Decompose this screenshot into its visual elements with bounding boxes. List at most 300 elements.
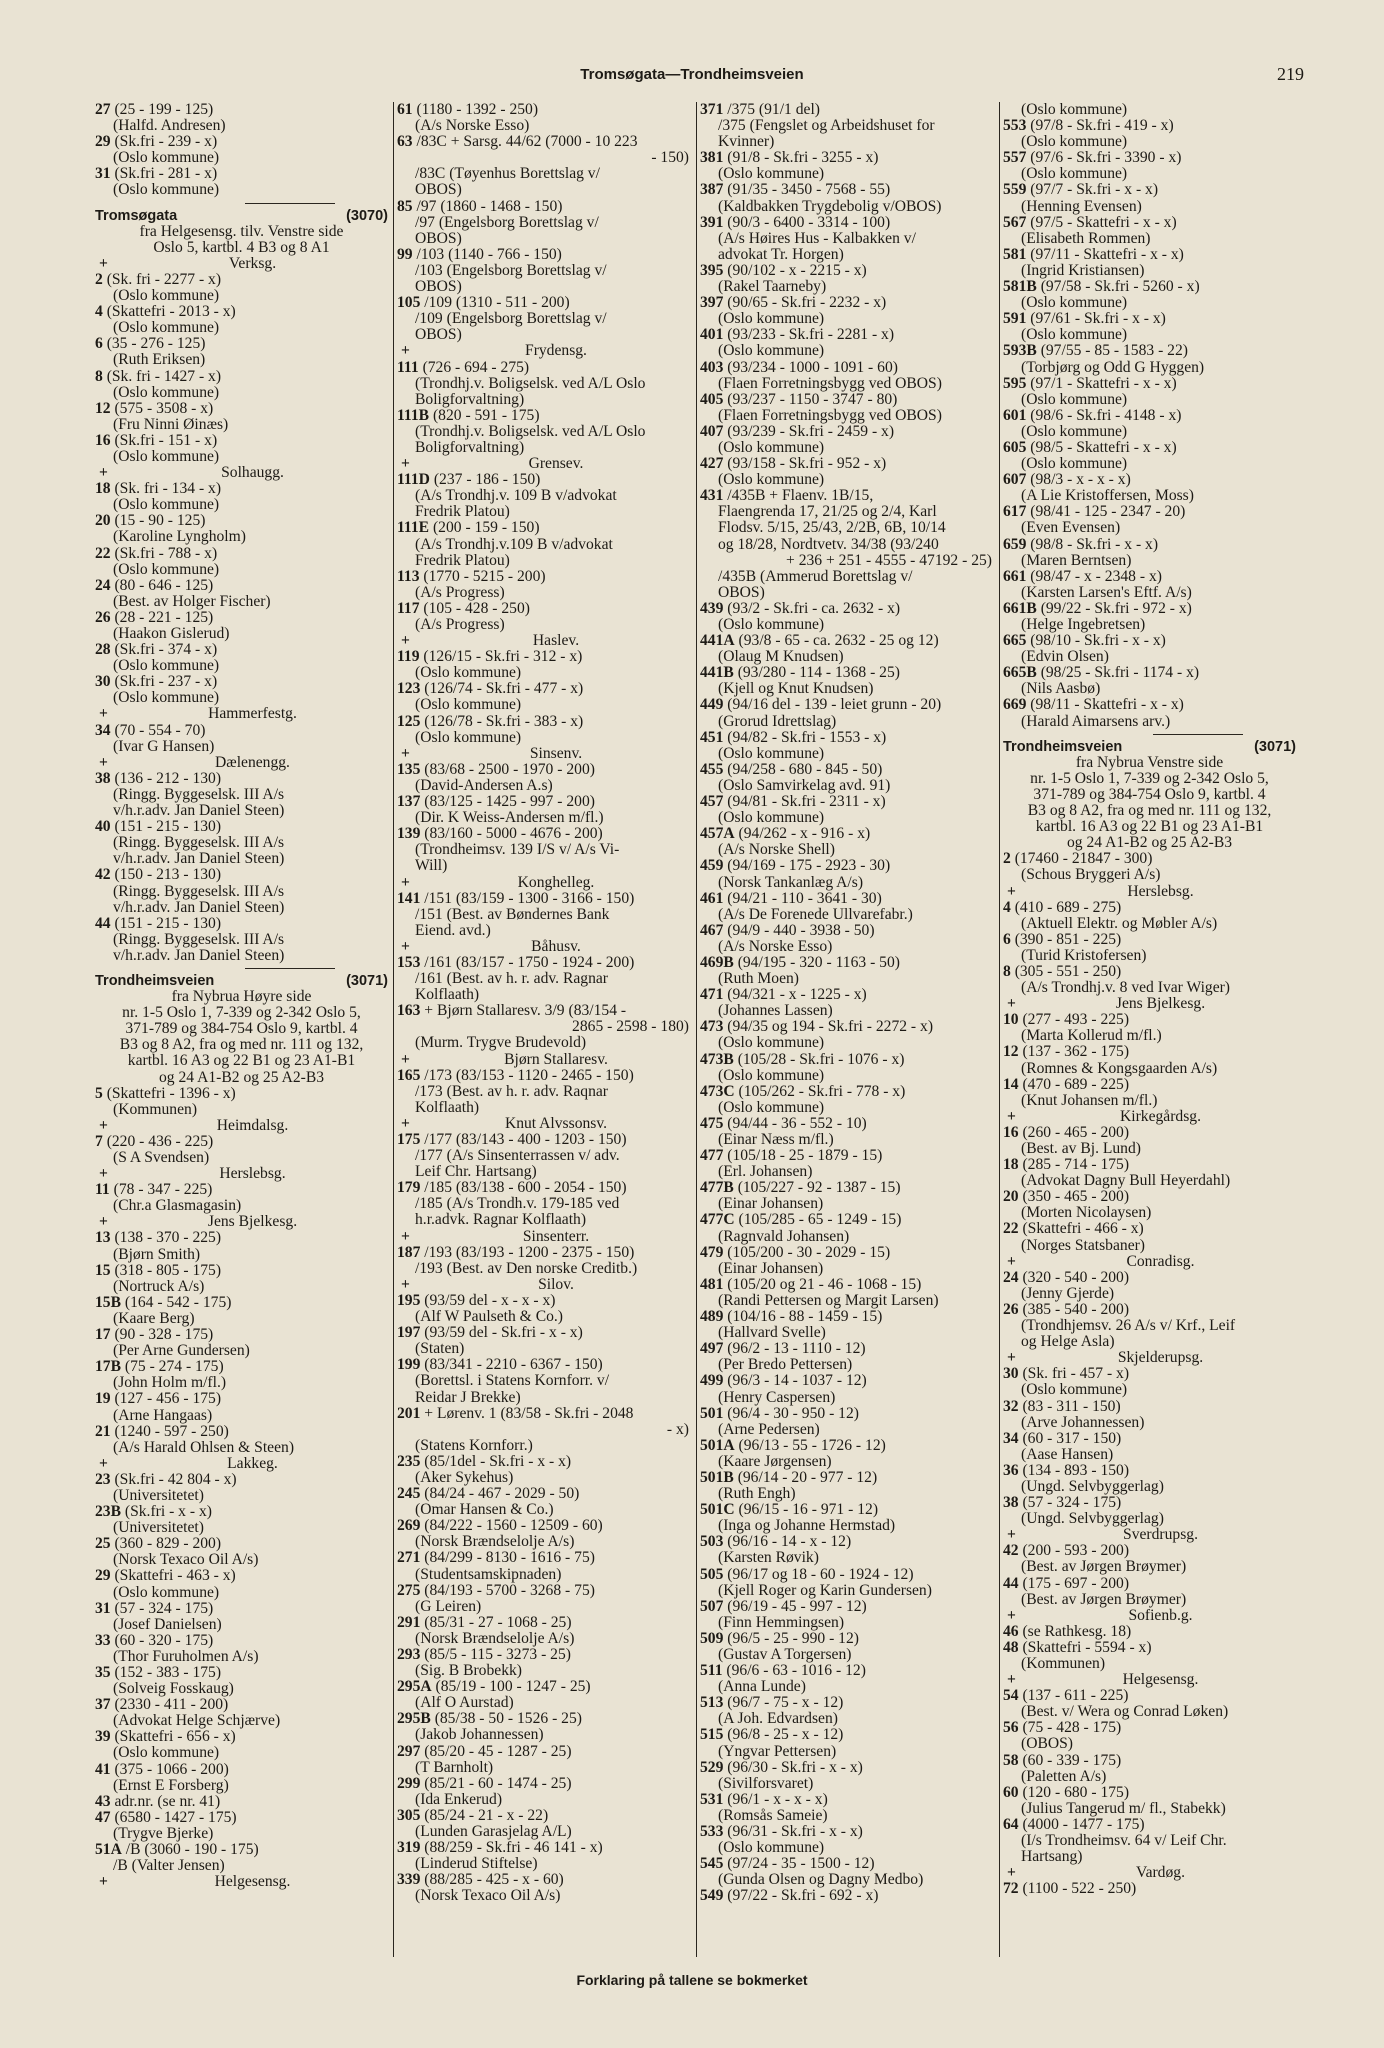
cross-street-icon: +: [401, 937, 410, 955]
house-number: 111D: [397, 471, 430, 489]
house-number: 117: [397, 599, 420, 617]
property-entry: [1003, 537, 1296, 553]
house-number: 497: [700, 1340, 724, 1358]
cross-street-name: Hammerfestg.: [208, 705, 297, 723]
street-heading: [95, 973, 388, 989]
property-entry: [1003, 376, 1296, 392]
property-values: (200 - 159 - 150): [429, 519, 540, 537]
cross-street-name: Sofienb.g.: [1128, 1606, 1193, 1624]
house-number: 61: [397, 102, 413, 118]
house-number: 549: [700, 1887, 724, 1905]
property-entry: [1003, 311, 1296, 327]
house-number: 195: [397, 1291, 421, 1309]
property-values: (94/82 - Sk.fri - 1553 - x): [723, 728, 887, 746]
property-entry: [95, 1230, 388, 1246]
owner-line: /109 (Engelsborg Borettslag v/: [415, 310, 607, 328]
property-entry: [95, 1424, 388, 1440]
cross-street-icon: +: [99, 753, 108, 771]
cross-street-name: Sverdrupsg.: [1123, 1526, 1198, 1544]
owner-line: (Chr.a Glasmagasin): [113, 1197, 242, 1215]
cross-street-name: Haslev.: [532, 632, 580, 650]
house-number: 17: [95, 1326, 111, 1344]
street-name: Trondheimsveien: [1003, 738, 1123, 755]
owner-line: (Norsk Texaco Oil A/s): [113, 1551, 259, 1569]
property-values: (305 - 551 - 250): [1010, 962, 1122, 980]
property-entry: [1003, 1189, 1296, 1205]
cross-street: [397, 875, 693, 891]
street-code: (3071): [346, 972, 388, 989]
property-values: (94/169 - 175 - 2923 - 30): [723, 857, 891, 875]
owner-line: (Maren Berntsen): [1021, 551, 1132, 569]
house-number: 105: [397, 294, 421, 312]
owner-line: (Karsten Larsen's Eftf. A/s): [1021, 583, 1192, 601]
house-number: 595: [1003, 374, 1027, 392]
property-values: (90/102 - x - 2215 - x): [723, 261, 867, 279]
owner-line: (Grorud Idrettslag): [718, 712, 837, 730]
house-number: 471: [700, 986, 724, 1004]
owner-line: (Ingrid Kristiansen): [1021, 261, 1145, 279]
owner-line: /193 (Best. av Den norske Creditb.): [415, 1259, 638, 1277]
owner-line: (Torbjørg og Odd G Hyggen): [1021, 358, 1205, 376]
owner-line: (Inga og Johanne Hermstad): [718, 1517, 896, 1535]
house-number: 85: [397, 197, 413, 215]
owner-line: (S A Svendsen): [113, 1149, 210, 1166]
property-values: (57 - 324 - 175): [1018, 1494, 1122, 1512]
cross-street: [1003, 1350, 1296, 1366]
property-values: (96/1 - x - x - x): [723, 1790, 828, 1808]
owner-line: (Oslo kommune): [415, 728, 522, 746]
property-values: (98/5 - Skattefri - x - x): [1026, 438, 1177, 456]
owner-line: (Oslo kommune): [718, 1034, 825, 1052]
owner-line: (Advokat Dagny Bull Heyerdahl): [1021, 1172, 1231, 1190]
cross-street: [397, 343, 693, 359]
owner-line: (Oslo kommune): [1021, 294, 1128, 312]
property-entry: [397, 1357, 693, 1373]
property-entry: [95, 1729, 388, 1745]
property-values: (96/3 - 14 - 1037 - 12): [723, 1372, 867, 1390]
owner-line: (Ungd. Selvbyggerlag): [1021, 1510, 1164, 1528]
property-values: (93/233 - Sk.fri - 2281 - x): [723, 326, 895, 344]
house-number: 16: [1003, 1123, 1019, 1141]
street-description: kartbl. 16 A3 og 22 B1 og 23 A1-B1: [1035, 818, 1264, 836]
property-values: (Skattefri - 656 - x): [110, 1728, 236, 1746]
property-values: (94/195 - 320 - 1163 - 50): [733, 953, 900, 971]
property-entry: [397, 1518, 693, 1534]
property-entry: [95, 1359, 388, 1375]
property-values: (93/158 - Sk.fri - 952 - x): [723, 455, 887, 473]
house-number: 26: [1003, 1300, 1019, 1318]
property-values: (575 - 3508 - x): [110, 399, 214, 417]
house-number: 441B: [700, 664, 734, 682]
property-entry: [1003, 964, 1296, 980]
property-values: (1180 - 1392 - 250): [412, 102, 539, 118]
property-values: (375 - 1066 - 200): [110, 1760, 229, 1778]
property-values: (96/14 - 20 - 977 - 12): [733, 1468, 878, 1486]
owner-line: (Borettsl. i Statens Kornforr. v/: [415, 1372, 610, 1390]
house-number: 23: [95, 1470, 111, 1488]
house-number: 659: [1003, 535, 1027, 553]
cross-street-icon: +: [99, 254, 108, 272]
cross-street-icon: +: [1007, 1671, 1016, 1689]
house-number: 99: [397, 245, 413, 263]
house-number: 163: [397, 1002, 421, 1020]
property-values: (Sk. fri - 1427 - x): [102, 367, 222, 385]
property-values: (93/239 - Sk.fri - 2459 - x): [723, 422, 895, 440]
street-description: B3 og 8 A2, fra og med nr. 111 og 132,: [1027, 802, 1272, 820]
cross-street-name: Kirkegårdsg.: [1120, 1107, 1201, 1125]
property-entry: [700, 987, 996, 1003]
directory-columns: [95, 102, 1295, 1957]
owner-line: (Romnes & Kongsgaarden A/s): [1021, 1059, 1218, 1077]
owner-line: (Fru Ninni Øinæs): [113, 415, 229, 433]
house-number: 475: [700, 1114, 724, 1132]
owner-line: (Romsås Sameie): [718, 1806, 828, 1824]
property-values: /103 (1140 - 766 - 150): [412, 245, 562, 263]
property-values: /193 (83/193 - 1200 - 2375 - 150): [420, 1243, 635, 1261]
property-values: /375 (91/1 del): [723, 102, 820, 118]
property-entry: [700, 1792, 996, 1808]
owner-line: (Olaug M Knudsen): [718, 648, 844, 666]
property-values: (136 - 212 - 130): [110, 769, 222, 787]
cross-street-name: Lakkeg.: [227, 1454, 278, 1472]
owner-line: OBOS): [415, 229, 462, 247]
property-values: (97/5 - Skattefri - x - x): [1026, 213, 1177, 231]
property-values: (96/2 - 13 - 1110 - 12): [723, 1340, 866, 1358]
house-number: 175: [397, 1131, 421, 1148]
property-values: (98/41 - 125 - 2347 - 20): [1026, 503, 1186, 521]
owner-line: /B (Valter Jensen): [113, 1857, 225, 1875]
owner-line: (Solveig Fosskaug): [113, 1680, 234, 1698]
owner-line: (Per Bredo Pettersen): [718, 1356, 853, 1374]
owner-line: (Oslo kommune): [1021, 390, 1128, 408]
property-entry: [700, 1180, 996, 1196]
property-entry: [397, 1245, 693, 1261]
house-number: 477B: [700, 1179, 734, 1197]
cross-street-icon: +: [401, 744, 410, 762]
owner-line: (Best. av Jørgen Brøymer): [1021, 1558, 1187, 1576]
property-values: (726 - 694 - 275): [418, 358, 530, 376]
cross-street-name: Solhaugg.: [221, 464, 284, 482]
house-number: 509: [700, 1629, 724, 1647]
property-entry: [95, 610, 388, 626]
house-number: 31: [95, 1599, 111, 1617]
cross-street-icon: +: [401, 873, 410, 891]
house-number: 10: [1003, 1011, 1019, 1029]
owner-line: (Oslo kommune): [415, 664, 522, 682]
house-number: 111E: [397, 519, 430, 537]
house-number: 125: [397, 712, 421, 730]
section-divider: [245, 203, 335, 204]
owner-line: Boligforvaltning): [415, 438, 525, 456]
property-values: (91/8 - Sk.fri - 3255 - x): [723, 149, 879, 167]
house-number: 371: [700, 102, 724, 118]
owner-line: Kolflaath): [415, 1098, 480, 1116]
property-values: (94/9 - 440 - 3938 - 50): [723, 921, 875, 939]
owner-line: v/h.r.adv. Jan Daniel Steen): [113, 802, 285, 820]
owner-line: (Henning Evensen): [1021, 197, 1142, 215]
cross-street-icon: +: [99, 705, 108, 723]
property-entry: [700, 858, 996, 874]
house-number: 43: [95, 1792, 111, 1810]
owner-line: (A/s Norske Esso): [718, 937, 833, 955]
cross-street: [1003, 1865, 1296, 1881]
property-values: (96/17 og 18 - 60 - 1924 - 12): [723, 1565, 914, 1583]
owner-line: (Arne Pedersen): [718, 1420, 820, 1438]
property-entry: [700, 1277, 996, 1293]
property-entry: [397, 472, 693, 488]
cross-street-icon: +: [1007, 1526, 1016, 1544]
house-number: 17B: [95, 1358, 121, 1376]
property-entry: [397, 955, 693, 971]
owner-line: (T Barnholt): [415, 1758, 494, 1776]
owner-line: /103 (Engelsborg Borettslag v/: [415, 261, 607, 279]
property-entry: [1003, 1077, 1296, 1093]
cross-street-name: Vardøg.: [1136, 1864, 1185, 1882]
owner-line: (Norsk Texaco Oil A/s): [415, 1887, 561, 1905]
owner-line: (Henry Caspersen): [718, 1388, 836, 1406]
owner-line: (Ragnvald Johansen): [718, 1227, 850, 1245]
house-number: 529: [700, 1758, 724, 1776]
property-entry: [95, 1391, 388, 1407]
property-entry: [397, 408, 693, 424]
property-values: (Skattefri - 1396 - x): [102, 1084, 236, 1102]
owner-line: (Sivilforsvaret): [718, 1774, 814, 1792]
property-entry: [1003, 1399, 1296, 1415]
owner-line: (Randi Pettersen og Margit Larsen): [718, 1291, 939, 1309]
owner-line: (Oslo kommune): [718, 744, 825, 762]
property-entry: [397, 891, 693, 907]
cross-street: [95, 1214, 388, 1230]
property-values: (97/55 - 85 - 1583 - 22): [1036, 342, 1188, 360]
house-number: 6: [1003, 930, 1011, 948]
property-entry: [95, 1263, 388, 1279]
house-number: 501C: [700, 1501, 735, 1519]
house-number: 299: [397, 1774, 421, 1792]
property-values: (164 - 542 - 175): [121, 1293, 232, 1311]
property-values: (35 - 276 - 125): [102, 335, 206, 353]
property-values: /185 (83/138 - 600 - 2054 - 150): [420, 1179, 627, 1197]
owner-line: (Ida Enkerud): [415, 1790, 503, 1808]
owner-line: (Oslo kommune): [1021, 455, 1128, 473]
cross-street-icon: +: [99, 1165, 108, 1183]
owner-line: (A/s Trondhj.v. 8 ved Ivar Wiger): [1021, 979, 1230, 997]
property-values: (Sk. fri - 457 - x): [1018, 1365, 1130, 1383]
owner-line: (Trondhj.v. Boligselsk. ved A/L Oslo: [415, 422, 646, 440]
street-code: (3070): [346, 207, 388, 224]
owner-line: (Ringg. Byggeselsk. III A/s: [113, 834, 285, 852]
cross-street-name: Helgesensg.: [214, 1873, 291, 1891]
cross-street: [1003, 1672, 1296, 1688]
house-number: 41: [95, 1760, 111, 1778]
cross-street-name: Frydensg.: [525, 342, 587, 360]
house-number: 30: [1003, 1365, 1019, 1383]
property-values: (98/6 - Sk.fri - 4148 - x): [1026, 406, 1182, 424]
property-entry: [95, 102, 388, 118]
property-entry: [95, 1601, 388, 1617]
property-values: (85/21 - 60 - 1474 - 25): [420, 1774, 572, 1792]
house-number: 235: [397, 1452, 421, 1470]
property-entry: [397, 649, 693, 665]
property-values: (70 - 554 - 70): [110, 721, 206, 739]
owner-line: (Turid Kristofersen): [1021, 946, 1147, 964]
house-number: 489: [700, 1308, 724, 1326]
property-values: /435B + Flaenv. 1B/15,: [723, 487, 874, 505]
cross-street-icon: +: [1007, 995, 1016, 1013]
property-values: (83/125 - 1425 - 997 - 200): [420, 793, 595, 811]
property-entry: [700, 601, 996, 617]
house-number: 295B: [397, 1710, 431, 1728]
property-values: (105/285 - 65 - 1249 - 15): [734, 1211, 902, 1229]
owner-line: Kvinner): [718, 133, 775, 151]
property-values: (Sk.fri - 281 - x): [110, 165, 218, 183]
house-number: 35: [95, 1664, 111, 1681]
street-description: Oslo 5, kartbl. 4 B3 og 8 A1: [153, 238, 330, 256]
house-number: 511: [700, 1662, 723, 1680]
house-number: 397: [700, 294, 724, 312]
property-entry: [95, 674, 388, 690]
property-entry: [700, 1212, 996, 1228]
house-number: 11: [95, 1181, 110, 1199]
house-number: 199: [397, 1356, 421, 1374]
house-number: 38: [95, 769, 111, 787]
property-entry: [1003, 1044, 1296, 1060]
property-entry: [700, 295, 996, 311]
property-entry: [700, 1373, 996, 1389]
house-number: 179: [397, 1179, 421, 1197]
property-entry: [95, 578, 388, 594]
cross-street-icon: +: [99, 1454, 108, 1472]
property-entry: [95, 433, 388, 449]
property-entry: [1003, 1495, 1296, 1511]
owner-line: (Alf W Paulseth & Co.): [415, 1308, 563, 1326]
property-entry: [1003, 1157, 1296, 1173]
house-number: 661: [1003, 567, 1027, 585]
owner-line: (Karoline Lyngholm): [113, 528, 246, 546]
owner-line: (Nortruck A/s): [113, 1277, 205, 1295]
property-entry: [700, 665, 996, 681]
street-description: fra Nybrua Høyre side: [171, 988, 312, 1006]
owner-line: (Arve Johannessen): [1021, 1413, 1145, 1431]
owner-line: (Jakob Johannessen): [415, 1726, 544, 1744]
house-number: 507: [700, 1597, 724, 1615]
owner-line: /435B (Ammerud Borettslag v/: [718, 567, 913, 585]
street-name: Tromsøgata: [95, 207, 178, 224]
owner-line: (Trygve Bjerke): [113, 1824, 214, 1842]
section-divider: [1153, 734, 1243, 735]
property-entry: [1003, 697, 1296, 713]
house-number: 297: [397, 1742, 421, 1760]
property-entry: [95, 369, 388, 385]
house-number: 513: [700, 1694, 724, 1712]
property-entry: [1003, 1720, 1296, 1736]
property-entry: [1003, 569, 1296, 585]
owner-line: Reidar J Brekke): [415, 1388, 521, 1406]
property-entry: [397, 681, 693, 697]
property-values: (98/25 - Sk.fri - 1174 - x): [1036, 664, 1200, 682]
owner-line: (Kjell Roger og Karin Gundersen): [718, 1581, 932, 1599]
property-values: (84/222 - 1560 - 12509 - 60): [420, 1517, 603, 1535]
owner-line: (Universitetet): [113, 1486, 204, 1504]
cross-street-icon: +: [1007, 882, 1016, 900]
owner-line: (Arne Hangaas): [113, 1406, 213, 1424]
property-entry: [397, 1840, 693, 1856]
property-values: (2330 - 411 - 200): [110, 1696, 229, 1714]
owner-line: (A/s Høires Hus - Kalbakken v/: [718, 229, 916, 247]
cross-street-icon: +: [1007, 1606, 1016, 1624]
owner-line: (A/s Harald Ohlsen & Steen): [113, 1438, 295, 1456]
house-number: 23B: [95, 1503, 121, 1521]
property-entry: [1003, 1817, 1296, 1833]
property-values: (96/13 - 55 - 1726 - 12): [734, 1436, 886, 1454]
property-values: (277 - 493 - 225): [1018, 1011, 1130, 1029]
property-entry: [1003, 601, 1296, 617]
cross-street-name: Skjelderupsg.: [1117, 1349, 1204, 1367]
owner-line: Fredrik Platou): [415, 551, 510, 569]
property-values: (97/61 - Sk.fri - x - x): [1026, 310, 1166, 328]
owner-line: /375 (Fengslet og Arbeidshuset for: [718, 117, 935, 135]
property-entry: [700, 826, 996, 842]
house-number: 381: [700, 149, 724, 167]
property-values: (220 - 436 - 225): [102, 1132, 214, 1150]
column-2: [393, 102, 693, 1957]
cross-street-name: Heimdalsg.: [216, 1116, 289, 1134]
owner-line: (Alf O Aurstad): [415, 1694, 514, 1712]
house-number: 12: [1003, 1043, 1019, 1061]
house-number: 503: [700, 1533, 724, 1551]
owner-line: (OBOS): [1021, 1735, 1073, 1753]
property-entry: [95, 1086, 388, 1102]
property-values: (93/280 - 114 - 1368 - 25): [733, 664, 900, 682]
owner-line: h.r.advk. Ragnar Kolflaath): [415, 1211, 587, 1229]
property-entry: [700, 1406, 996, 1422]
property-values: (97/1 - Skattefri - x - x): [1026, 374, 1177, 392]
house-number: 467: [700, 921, 724, 939]
house-number: 479: [700, 1243, 724, 1261]
property-values: (260 - 465 - 200): [1018, 1123, 1130, 1141]
property-values: (98/8 - Sk.fri - x - x): [1026, 535, 1159, 553]
cross-street-name: Knut Alvssonsv.: [504, 1114, 608, 1132]
property-entry: [397, 1068, 693, 1084]
owner-line: OBOS): [415, 326, 462, 344]
house-number: 153: [397, 953, 421, 971]
cross-street-icon: +: [401, 1227, 410, 1245]
property-values: (Sk.fri - x - x): [121, 1503, 212, 1521]
property-entry: [397, 1679, 693, 1695]
property-values: (94/258 - 680 - 845 - 50): [723, 760, 883, 778]
house-number: 24: [1003, 1268, 1019, 1286]
house-number: 403: [700, 358, 724, 376]
property-entry: [700, 263, 996, 279]
entry-continuation: + 236 + 251 - 4555 - 47192 - 25): [786, 551, 992, 569]
property-entry: [700, 392, 996, 408]
owner-line: (Best. av Jørgen Brøymer): [1021, 1590, 1187, 1608]
street-heading: [1003, 739, 1296, 755]
property-values: (93/234 - 1000 - 1091 - 60): [723, 358, 898, 376]
cross-street-icon: +: [99, 1873, 108, 1891]
property-values: (94/81 - Sk.fri - 2311 - x): [723, 793, 886, 811]
owner-line: (A Joh. Edvardsen): [718, 1710, 838, 1728]
house-number: 531: [700, 1790, 724, 1808]
house-number: 139: [397, 825, 421, 843]
property-values: (98/47 - x - 2348 - x): [1026, 567, 1162, 585]
property-values: (97/7 - Sk.fri - x - x): [1026, 181, 1159, 199]
property-entry: [95, 272, 388, 288]
property-values: (97/11 - Skattefri - x - x): [1026, 245, 1184, 263]
house-number: 339: [397, 1871, 421, 1889]
property-entry: [700, 697, 996, 713]
house-number: 26: [95, 608, 111, 626]
property-values: (4000 - 1477 - 175): [1018, 1815, 1145, 1833]
